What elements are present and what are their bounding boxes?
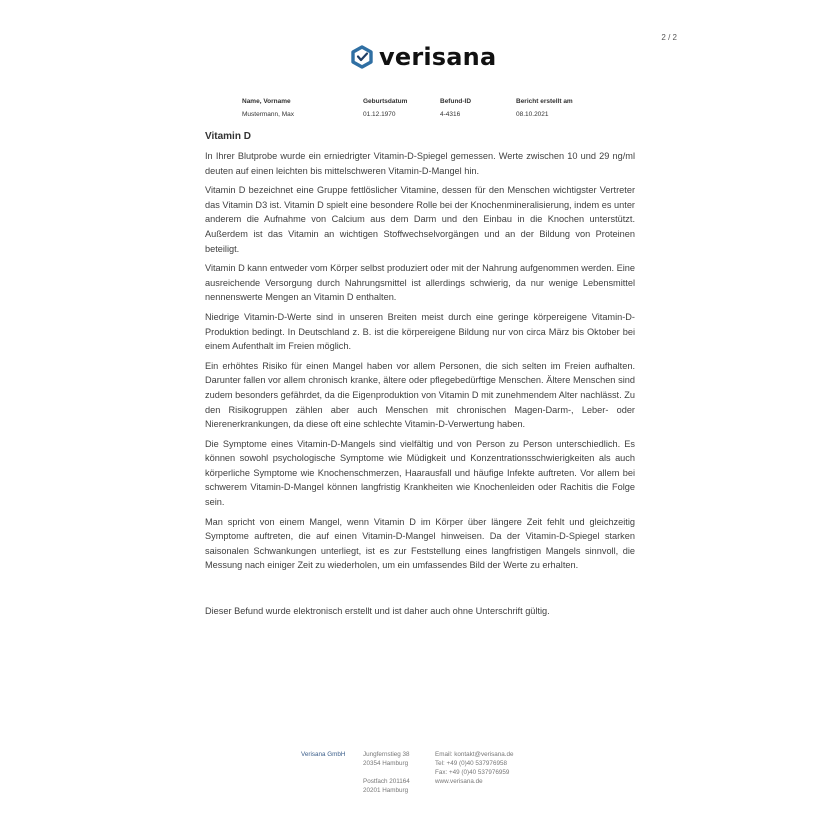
report-heading: Vitamin D xyxy=(205,131,251,142)
report-paragraph: Die Symptome eines Vitamin-D-Mangels sind vielfältig und von Person zu Person unterschiedlich. Es können sowohl psychologische Symptome wie Müdigkeit und Konzentrationsschwierigkeiten als auch körperliche Symptome wie Knochenschmerzen, Haarausfall und häufige Infekte auftreten. Vor allem bei schwerem Vitamin-D-Mangel können langfristig Krankheiten wie Knochenleiden oder Rachitis die Folge sein. xyxy=(205,438,635,508)
footer-website[interactable]: www.verisana.de xyxy=(435,778,483,785)
closing-note: Dieser Befund wurde elektronisch erstellt und ist daher auch ohne Unterschrift gültig. xyxy=(205,606,550,616)
footer-company-name: Verisana GmbH xyxy=(301,751,346,758)
footer-phone: Tel: +49 (0)40 537976958 xyxy=(435,760,507,767)
report-date-label: Bericht erstellt am xyxy=(516,98,573,105)
report-date-value: 08.10.2021 xyxy=(516,111,549,118)
footer-address-city: 20354 Hamburg xyxy=(363,760,409,767)
report-date-block xyxy=(516,95,573,121)
footer-email[interactable]: Email: kontakt@verisana.de xyxy=(435,751,514,758)
birth-date-value: 01.12.1970 xyxy=(363,111,396,118)
footer-address-street: Jungfernstieg 38 xyxy=(363,751,410,758)
brand-name: verisana xyxy=(379,43,497,71)
report-paragraph: Niedrige Vitamin-D-Werte sind in unseren Breiten meist durch eine geringe körpereigene Vitamin-D-Produktion bedingt. In Deutschland z. B. ist die körpereigene Bildung nur von circa März bis Oktober bei einem Aufenthalt im Freien möglich. xyxy=(205,311,635,352)
report-paragraph: Vitamin D bezeichnet eine Gruppe fettlöslicher Vitamine, dessen für den Menschen wichtigster Vertreter das Vitamin D3 ist. Vitamin D spielt eine besondere Rolle bei der Knochenmineralisierung, indem es unter anderem die Aufnahme von Calcium aus dem Darm und den Einbau in die Knochen unterstützt. Außerdem ist das Vitamin an wichtigen Stoffwechselvorgängen und an der Bildung von Proteinen beteiligt. xyxy=(205,185,635,254)
page-number: 2 / 2 xyxy=(661,33,677,42)
patient-name-block xyxy=(242,95,294,121)
finding-id-value: 4-4316 xyxy=(440,111,461,118)
birth-date-label: Geburtsdatum xyxy=(363,98,408,105)
patient-name-value: Mustermann, Max xyxy=(242,111,295,118)
report-paragraph: Man spricht von einem Mangel, wenn Vitamin D im Körper über längere Zeit fehlt und gleichzeitig Symptome auftreten, die auf einen Vitamin-D-Mangel hinweisen. Da der Vitamin-D-Spiegel starken saisonalen Schwankungen unterliegt, ist es zur Feststellung eines langfristigen Mangels sinnvoll, die Messung nach einiger Zeit zu wiederholen, um ein umfassendes Bild der Werte zu erhalten. xyxy=(205,516,635,571)
birth-date-block xyxy=(363,95,407,121)
footer-address xyxy=(363,750,410,795)
footer-postbox-city: 20201 Hamburg xyxy=(363,787,409,794)
report-paragraph: In Ihrer Blutprobe wurde ein erniedrigter Vitamin-D-Spiegel gemessen. Werte zwischen 10 und 29 ng/ml deuten auf einen leichten bis mittelschweren Vitamin-D-Mangel hin. xyxy=(205,151,635,176)
patient-name-label: Name, Vorname xyxy=(242,98,291,105)
report-paragraph: Vitamin D kann entweder vom Körper selbst produziert oder mit der Nahrung aufgenommen werden. Eine ausreichende Versorgung durch Nahrungsmittel ist allerdings schwierig, da nur wenige Lebensmittel nennenswerte Mengen an Vitamin D enthalten. xyxy=(205,263,635,303)
finding-id-label: Befund-ID xyxy=(440,98,472,105)
footer-contact xyxy=(435,750,514,786)
finding-id-block xyxy=(440,95,471,121)
logo-icon xyxy=(350,45,374,69)
footer-fax: Fax: +49 (0)40 537976959 xyxy=(435,769,510,776)
brand-logo xyxy=(350,44,496,70)
report-paragraph: Ein erhöhtes Risiko für einen Mangel haben vor allem Personen, die sich selten im Freien aufhalten. Darunter fallen vor allem chronisch kranke, ältere oder pflegebedürftige Menschen. Ältere Menschen sind zudem besonders gefährdet, da die Eigenproduktion von Vitamin D mit zunehmendem Alter nachlässt. Zu den Risikogruppen zählen aber auch Menschen mit chronischen Magen-Darm-, Leber- oder Nierenerkrankungen, da diese oft eine schlechte Vitamin-D-Verwertung haben. xyxy=(205,360,635,430)
report-body xyxy=(205,130,635,578)
footer-postbox: Postfach 201164 xyxy=(363,778,410,785)
footer-company xyxy=(301,750,345,759)
